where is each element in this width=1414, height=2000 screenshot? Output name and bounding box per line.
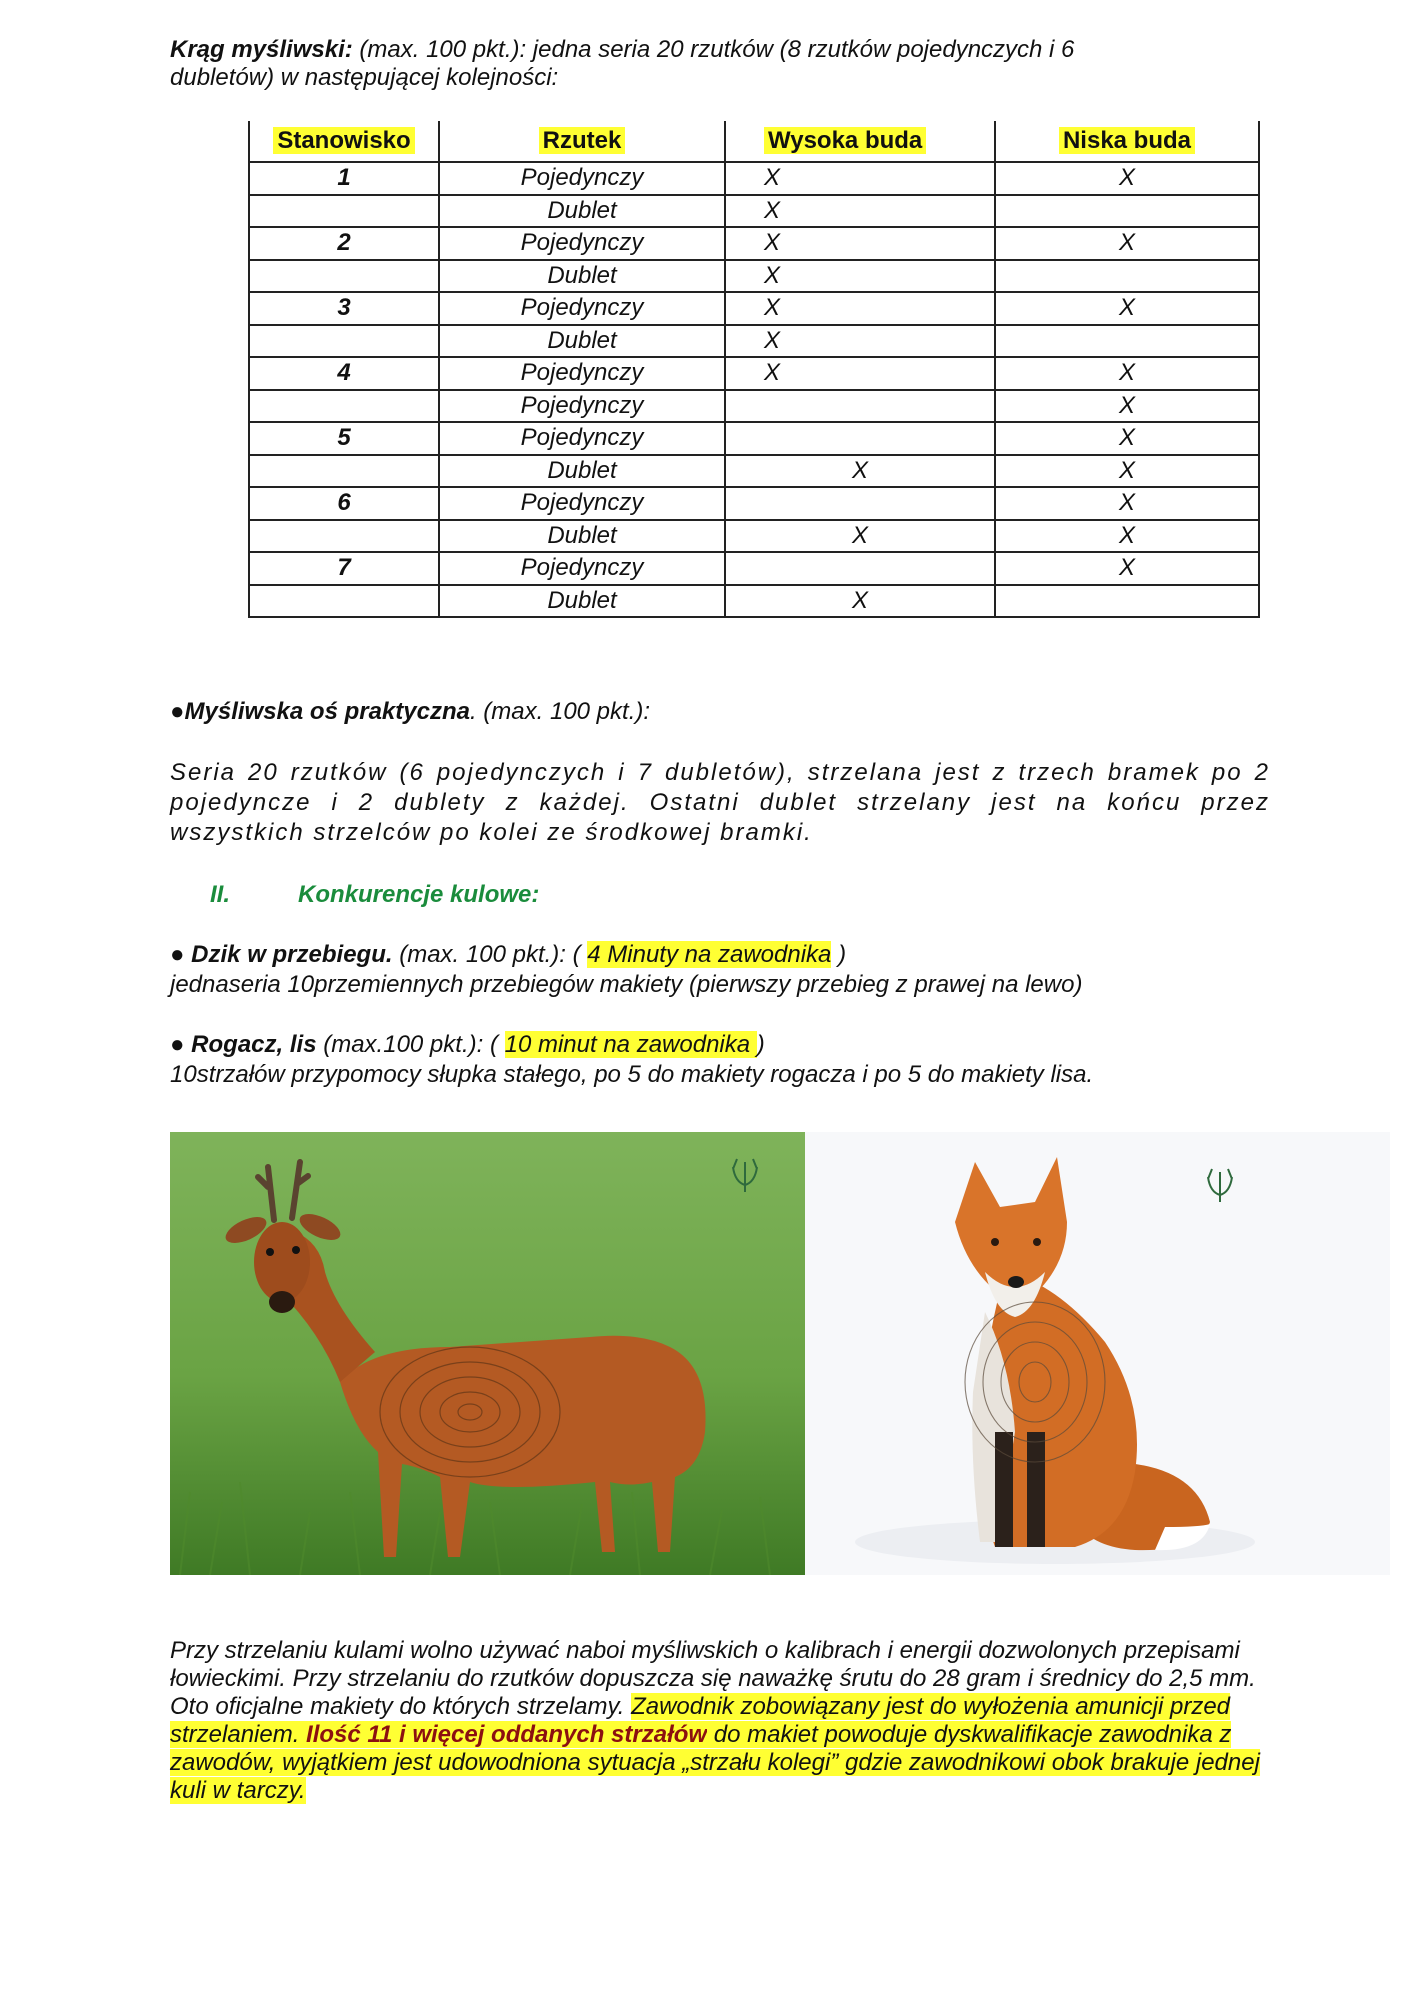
- high-house-cell: X: [725, 195, 995, 228]
- target-type-cell: Pojedynczy: [439, 422, 725, 455]
- stand-cell: [249, 260, 439, 293]
- fox-target-image: [805, 1132, 1390, 1575]
- axis-title: Myśliwska oś praktyczna: [184, 698, 470, 725]
- low-house-cell: X: [995, 162, 1259, 195]
- roe-time-limit: 10 minut na zawodnika: [504, 1031, 757, 1058]
- trap-schedule-table: [248, 121, 1260, 618]
- boar-description: jednaseria 10przemiennych przebiegów makiety (pierwszy przebieg z prawej na lewo): [170, 971, 1083, 998]
- stand-cell: [249, 390, 439, 423]
- boar-heading: ● Dzik w przebiegu. (max. 100 pkt.): ( 4 Minuty na zawodnika ): [170, 941, 847, 968]
- high-house-cell: [725, 422, 995, 455]
- official-targets-text: Oto oficjalne makiety do których strzelamy.: [170, 1693, 632, 1720]
- target-type-cell: Dublet: [439, 520, 725, 553]
- target-type-cell: Dublet: [439, 195, 725, 228]
- high-house-cell: X: [725, 585, 995, 618]
- low-house-cell: X: [995, 487, 1259, 520]
- section-title: Konkurencje kulowe:: [298, 881, 540, 908]
- target-type-cell: Dublet: [439, 260, 725, 293]
- high-house-cell: [725, 487, 995, 520]
- target-type-cell: Dublet: [439, 325, 725, 358]
- low-house-cell: X: [995, 520, 1259, 553]
- table-row: [249, 422, 1259, 455]
- intro-paragraph: [170, 36, 1170, 92]
- table-header-row: [249, 121, 1259, 162]
- low-house-cell: X: [995, 292, 1259, 325]
- high-house-cell: X: [725, 292, 995, 325]
- stand-cell: [249, 325, 439, 358]
- high-house-cell: [725, 390, 995, 423]
- table-row: [249, 325, 1259, 358]
- stand-cell: 7: [249, 552, 439, 585]
- header-stand: Stanowisko: [249, 121, 439, 162]
- low-house-cell: X: [995, 455, 1259, 488]
- header-target: Rzutek: [439, 121, 725, 162]
- closing-paragraph: [170, 1637, 1270, 1805]
- low-house-cell: X: [995, 227, 1259, 260]
- ammo-rules-text: Przy strzelaniu kulami wolno używać naboi myśliwskich o kalibrach i energii dozwolonych przepisami łowieckimi. Przy strzelaniu do rzutków dopuszcza się naważkę śrutu do 28 gram i średnicy do 2,5 mm.: [170, 1637, 1256, 1692]
- roe-description: 10strzałów przypomocy słupka stałego, po 5 do makiety rogacza i po 5 do makiety lisa.: [170, 1061, 1094, 1088]
- target-type-cell: Pojedynczy: [439, 487, 725, 520]
- target-type-cell: Pojedynczy: [439, 390, 725, 423]
- bullet-icon: ●: [170, 698, 185, 725]
- stand-cell: [249, 455, 439, 488]
- table-row: [249, 292, 1259, 325]
- intro-text: (max. 100 pkt.): jedna seria 20 rzutków (8 rzutków pojedynczych i 6 dubletów) w następującej kolejności:: [170, 36, 1075, 91]
- table-row: [249, 552, 1259, 585]
- low-house-cell: [995, 195, 1259, 228]
- roe-title: Rogacz, lis: [191, 1031, 317, 1058]
- boar-title: Dzik w przebiegu.: [191, 941, 393, 968]
- table-row: [249, 162, 1259, 195]
- high-house-cell: X: [725, 162, 995, 195]
- disqualification-warning: Ilość 11 i więcej oddanych strzałów: [306, 1721, 708, 1748]
- header-high-house: Wysoka buda: [725, 121, 995, 162]
- high-house-cell: X: [725, 357, 995, 390]
- stand-cell: 5: [249, 422, 439, 455]
- high-house-cell: X: [725, 227, 995, 260]
- boar-time-limit: 4 Minuty na zawodnika: [587, 941, 832, 968]
- low-house-cell: X: [995, 422, 1259, 455]
- axis-suffix: . (max. 100 pkt.):: [469, 698, 651, 725]
- axis-description: Seria 20 rzutków (6 pojedynczych i 7 dubletów), strzelana jest z trzech bramek po 2 pojedyncze i 2 dublety z każdej. Ostatni dublet strzelany jest na końcu przez wszystkich strzelców po kolei ze środkowej bramki.: [170, 759, 1270, 846]
- table-row: [249, 195, 1259, 228]
- table-row: [249, 260, 1259, 293]
- roe-heading: ● Rogacz, lis (max.100 pkt.): ( 10 minut na zawodnika ): [170, 1031, 765, 1058]
- high-house-cell: X: [725, 520, 995, 553]
- stand-cell: 2: [249, 227, 439, 260]
- low-house-cell: [995, 585, 1259, 618]
- low-house-cell: X: [995, 552, 1259, 585]
- low-house-cell: X: [995, 357, 1259, 390]
- stand-cell: [249, 520, 439, 553]
- high-house-cell: X: [725, 455, 995, 488]
- table-row: [249, 455, 1259, 488]
- section-numeral: II.: [210, 881, 231, 908]
- ammo-declaration-text: Zawodnik zobowiązany jest do wyłożenia amunicji przed strzelaniem.: [170, 1693, 1231, 1748]
- low-house-cell: [995, 260, 1259, 293]
- stand-cell: [249, 585, 439, 618]
- stand-cell: 1: [249, 162, 439, 195]
- target-type-cell: Pojedynczy: [439, 552, 725, 585]
- bullet-icon: ●: [170, 941, 185, 968]
- roe-deer-target-image: [170, 1132, 805, 1575]
- table-row: [249, 390, 1259, 423]
- target-type-cell: Dublet: [439, 585, 725, 618]
- low-house-cell: X: [995, 390, 1259, 423]
- intro-title: Krąg myśliwski:: [170, 36, 353, 63]
- target-type-cell: Pojedynczy: [439, 227, 725, 260]
- target-type-cell: Pojedynczy: [439, 292, 725, 325]
- stand-cell: [249, 195, 439, 228]
- stand-cell: 3: [249, 292, 439, 325]
- header-low-house: Niska buda: [995, 121, 1259, 162]
- disqualification-text: do makiet powoduje dyskwalifikacje zawodnika z zawodów, wyjątkiem jest udowodniona sytuacja „strzału kolegi” gdzie zawodnikowi obok brakuje jednej kuli w tarczy.: [170, 1721, 1260, 1804]
- low-house-cell: [995, 325, 1259, 358]
- axis-heading: [170, 697, 650, 727]
- high-house-cell: [725, 552, 995, 585]
- table-row: [249, 357, 1259, 390]
- target-type-cell: Dublet: [439, 455, 725, 488]
- high-house-cell: X: [725, 325, 995, 358]
- target-type-cell: Pojedynczy: [439, 357, 725, 390]
- target-type-cell: Pojedynczy: [439, 162, 725, 195]
- table-row: [249, 520, 1259, 553]
- stand-cell: 4: [249, 357, 439, 390]
- stand-cell: 6: [249, 487, 439, 520]
- table-row: [249, 487, 1259, 520]
- table-row: [249, 227, 1259, 260]
- high-house-cell: X: [725, 260, 995, 293]
- table-row: [249, 585, 1259, 618]
- bullet-icon: ●: [170, 1031, 185, 1058]
